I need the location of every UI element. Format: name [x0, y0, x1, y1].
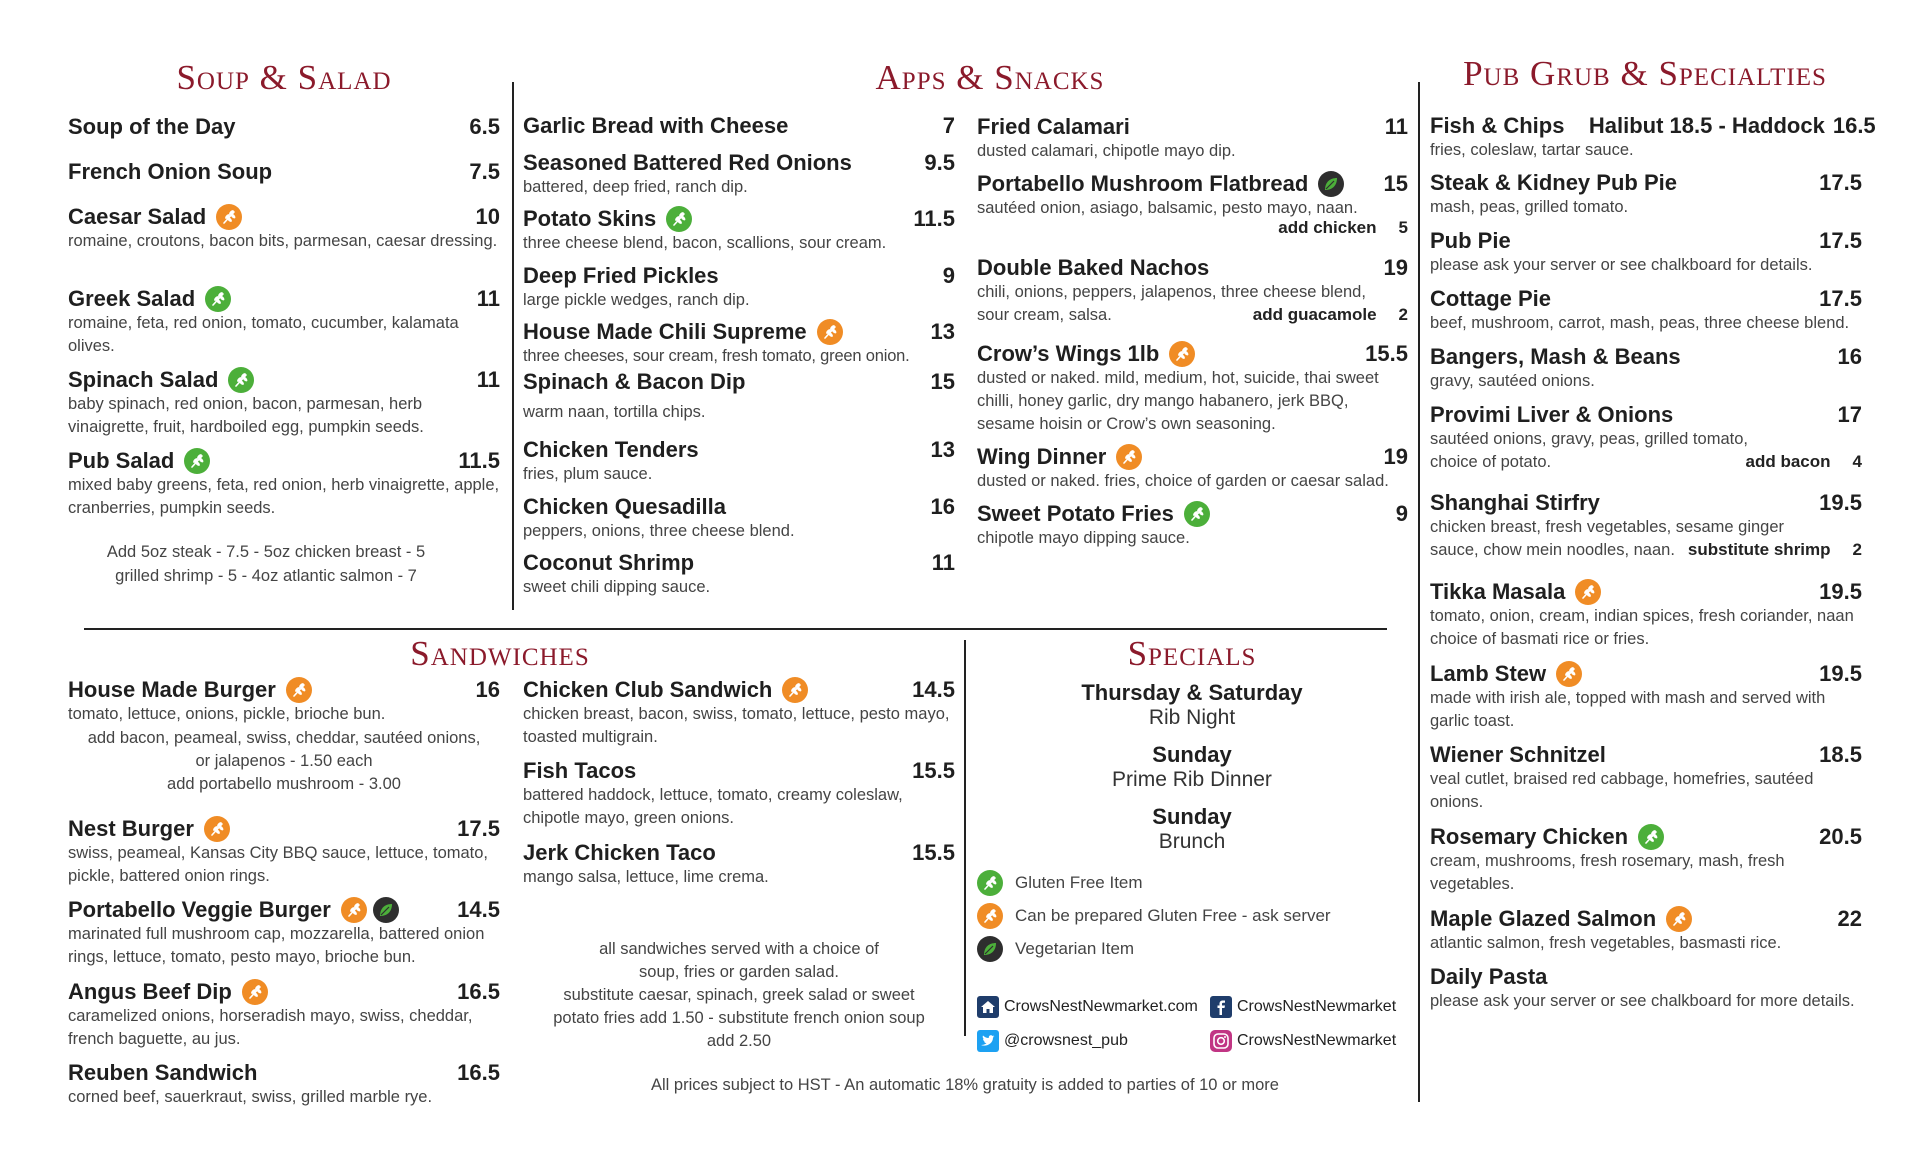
item-description: three cheeses, sour cream, fresh tomato, green onion.	[523, 347, 910, 365]
menu-item	[1430, 228, 1862, 286]
item-price: 14.5	[912, 677, 955, 702]
social-website[interactable]	[977, 996, 1198, 1018]
menu-item	[523, 758, 955, 840]
item-price: 11.5	[458, 448, 500, 473]
specials-list	[992, 680, 1392, 866]
item-description: chili, onions, peppers, jalapenos, three cheese blend, sour cream, salsa.	[977, 283, 1366, 324]
item-name: Reuben Sandwich	[68, 1060, 258, 1085]
menu-item	[523, 677, 955, 758]
menu-item	[68, 897, 500, 979]
addon-row	[1746, 452, 1862, 472]
menu-item	[977, 501, 1408, 558]
item-price: 9	[942, 263, 955, 288]
addon-label: add bacon	[1745, 452, 1831, 471]
gluten-free-icon	[205, 286, 231, 312]
note-line: all sandwiches served with a choice of soup, fries or garden salad.	[599, 940, 879, 981]
item-price: 11	[1384, 114, 1408, 139]
prepared-gluten-free-icon	[977, 903, 1003, 929]
menu-item	[1430, 113, 1876, 170]
addon-price: 2	[1852, 540, 1862, 559]
item-price: 19	[1383, 444, 1408, 469]
sandwich-sides-note	[523, 938, 955, 1053]
item-name: Chicken Club Sandwich	[523, 677, 773, 702]
item-price: 11	[931, 550, 955, 575]
menu-item	[977, 114, 1408, 171]
menu-item	[1430, 170, 1862, 228]
note-line: grilled shrimp - 5 - 4oz atlantic salmon - 7	[115, 567, 417, 585]
legend-prepared-gf	[977, 899, 1377, 932]
item-price: 15.5	[1365, 341, 1408, 366]
menu-item	[523, 494, 955, 550]
item-name: Caesar Salad	[68, 204, 207, 229]
item-description: dusted calamari, chipotle mayo dip.	[977, 142, 1236, 160]
item-price: 22	[1837, 906, 1862, 931]
item-price: 19	[1383, 255, 1408, 280]
footer-note: All prices subject to HST - An automatic 18% gratuity is added to parties of 10 or more	[651, 1076, 1279, 1094]
item-description: sautéed onion, asiago, balsamic, pesto mayo, naan.	[977, 199, 1358, 217]
note-line: substitute caesar, spinach, greek salad or sweet potato fries add 1.50 - substitute french onion soup add 2.50	[553, 986, 925, 1050]
item-name: Fish & Chips Halibut 18.5 - Haddock	[1430, 113, 1825, 138]
item-name: Spinach Salad	[68, 367, 219, 392]
menu-item	[977, 171, 1408, 255]
soup-salad-column	[68, 114, 500, 588]
item-description: please ask your server or see chalkboard for details.	[1430, 256, 1813, 274]
special-name: Rib Night	[1148, 706, 1236, 729]
special-day: Thursday & Saturday	[1081, 680, 1303, 705]
menu-item	[1430, 824, 1862, 906]
addon-row	[977, 218, 1408, 238]
item-price: 17.5	[1819, 286, 1862, 311]
item-description: cream, mushrooms, fresh rosemary, mash, fresh vegetables.	[1430, 852, 1785, 893]
item-price: 15.5	[912, 758, 955, 783]
item-name: Provimi Liver & Onions	[1430, 402, 1674, 427]
menu-item	[68, 1060, 500, 1116]
apps-right-column	[977, 114, 1408, 558]
item-name: Seasoned Battered Red Onions	[523, 150, 852, 175]
item-description: marinated full mushroom cap, mozzarella, battered onion rings, lettuce, tomato, pesto mayo, brioche bun.	[68, 925, 485, 966]
menu-item	[68, 204, 500, 286]
prepared-gluten-free-icon	[1556, 661, 1582, 687]
special-item	[992, 804, 1392, 866]
item-description: mash, peas, grilled tomato.	[1430, 198, 1629, 216]
prepared-gluten-free-icon	[341, 897, 367, 923]
social-facebook[interactable]	[1210, 996, 1396, 1018]
twitter-icon	[977, 1030, 999, 1052]
prepared-gluten-free-icon	[782, 677, 808, 703]
menu-item	[1430, 286, 1862, 344]
prepared-gluten-free-icon	[1575, 579, 1601, 605]
prepared-gluten-free-icon	[216, 204, 242, 230]
facebook-icon	[1210, 996, 1232, 1018]
item-description: atlantic salmon, fresh vegetables, basmasti rice.	[1430, 934, 1782, 952]
menu-item	[977, 341, 1408, 444]
item-name: Pub Pie	[1430, 228, 1511, 253]
item-name: Chicken Tenders	[523, 437, 699, 462]
item-description: three cheese blend, bacon, scallions, sour cream.	[523, 234, 887, 252]
item-name: Fish Tacos	[523, 758, 637, 783]
item-name: Deep Fried Pickles	[523, 263, 719, 288]
menu-item	[68, 367, 500, 448]
menu-item	[68, 816, 500, 897]
item-name: Portabello Veggie Burger	[68, 897, 331, 922]
item-name: Angus Beef Dip	[68, 979, 232, 1004]
vegetarian-icon	[373, 897, 399, 923]
menu-item	[68, 286, 500, 367]
legend-label: Can be prepared Gluten Free - ask server	[1015, 905, 1331, 925]
sandwiches-right-column	[523, 677, 955, 1053]
social-instagram[interactable]	[1210, 1030, 1396, 1052]
item-description: large pickle wedges, ranch dip.	[523, 291, 750, 309]
prepared-gluten-free-icon	[1169, 341, 1195, 367]
item-description: gravy, sautéed onions.	[1430, 372, 1595, 390]
divider-horizontal	[84, 628, 1387, 630]
instagram-icon	[1210, 1030, 1232, 1052]
menu-item	[1430, 906, 1862, 964]
item-name: Lamb Stew	[1430, 661, 1547, 686]
divider-soup-apps	[512, 82, 514, 610]
menu-item	[523, 150, 955, 206]
item-description: chicken breast, bacon, swiss, tomato, lettuce, pesto mayo, toasted multigrain.	[523, 705, 950, 746]
item-description: mango salsa, lettuce, lime crema.	[523, 868, 769, 886]
addon-price: 2	[1398, 305, 1408, 324]
special-day: Sunday	[1152, 742, 1232, 767]
menu-item	[1430, 402, 1862, 490]
item-description: romaine, croutons, bacon bits, parmesan, caesar dressing.	[68, 232, 498, 250]
item-description: fries, coleslaw, tartar sauce.	[1430, 141, 1634, 159]
item-price: 15	[1383, 171, 1408, 196]
item-price: 11	[476, 286, 500, 311]
item-name: Bangers, Mash & Beans	[1430, 344, 1681, 369]
note-line: add bacon, peameal, swiss, cheddar, sautéed onions,	[87, 729, 481, 747]
item-description: veal cutlet, braised red cabbage, homefries, sautéed onions.	[1430, 770, 1814, 811]
item-name: Nest Burger	[68, 816, 194, 841]
item-name: Portabello Mushroom Flatbread	[977, 171, 1309, 196]
note-line: add portabello mushroom - 3.00	[167, 775, 401, 793]
item-price: 16.5	[457, 1060, 500, 1085]
pub-grub-title: Pub Grub & Specialties	[1463, 54, 1827, 93]
instagram-link[interactable]: CrowsNestNewmarket	[1237, 1032, 1397, 1049]
divider-apps-pub	[1418, 82, 1420, 1102]
item-description: sweet chili dipping sauce.	[523, 578, 711, 596]
item-name: Rosemary Chicken	[1430, 824, 1629, 849]
item-name: Potato Skins	[523, 206, 657, 231]
menu-item	[523, 437, 955, 494]
item-name: French Onion Soup	[68, 159, 273, 184]
item-name: Shanghai Stirfry	[1430, 490, 1600, 515]
item-description: beef, mushroom, carrot, mash, peas, three cheese blend.	[1430, 314, 1850, 332]
item-description: peppers, onions, three cheese blend.	[523, 522, 795, 540]
item-description: romaine, feta, red onion, tomato, cucumber, kalamata olives.	[68, 314, 459, 355]
item-price: 17.5	[457, 816, 500, 841]
item-name: Steak & Kidney Pub Pie	[1430, 170, 1677, 195]
addon-price: 4	[1852, 452, 1862, 471]
item-description: tomato, lettuce, onions, pickle, brioche bun.	[68, 705, 386, 723]
prepared-gluten-free-icon	[242, 979, 268, 1005]
menu-item	[68, 448, 500, 540]
soup-salad-title: Soup & Salad	[176, 58, 392, 97]
prepared-gluten-free-icon	[286, 677, 312, 703]
item-description: sautéed onions, gravy, peas, grilled tomato, choice of potato.	[1430, 430, 1748, 471]
special-item	[992, 742, 1392, 804]
vegetarian-icon	[1318, 171, 1344, 197]
gluten-free-icon	[666, 206, 692, 232]
menu-item	[977, 444, 1408, 501]
item-price: 14.5	[457, 897, 500, 922]
pub-grub-column	[1430, 113, 1876, 1044]
apps-left-column	[523, 113, 955, 606]
social-twitter[interactable]	[977, 1030, 1128, 1052]
item-description: tomato, onion, cream, indian spices, fresh coriander, naan choice of basmati rice or fries.	[1430, 607, 1854, 648]
special-item	[992, 680, 1392, 742]
special-name: Prime Rib Dinner	[1112, 768, 1272, 791]
item-price: 6.5	[469, 114, 500, 139]
prepared-gluten-free-icon	[1666, 906, 1692, 932]
item-name: Spinach & Bacon Dip	[523, 369, 746, 394]
menu-item	[523, 840, 955, 938]
item-name: House Made Chili Supreme	[523, 319, 807, 344]
prepared-gluten-free-icon	[817, 319, 843, 345]
addon-label: substitute shrimp	[1687, 540, 1831, 559]
home-icon	[977, 996, 999, 1018]
gluten-free-icon	[1184, 501, 1210, 527]
item-name: Pub Salad	[68, 448, 175, 473]
item-description: baby spinach, red onion, bacon, parmesan, herb vinaigrette, fruit, hardboiled egg, pumpkin seeds.	[68, 395, 424, 436]
specials-title: Specials	[1127, 634, 1257, 673]
item-price: 7	[942, 113, 955, 138]
item-price: 9.5	[924, 150, 955, 175]
menu-item	[68, 159, 500, 204]
legend-label: Vegetarian Item	[1015, 938, 1135, 958]
item-name: Chicken Quesadilla	[523, 494, 726, 519]
item-price: 9	[1395, 501, 1408, 526]
item-name: Sweet Potato Fries	[977, 501, 1174, 526]
item-price: 15.5	[912, 840, 955, 865]
item-name: House Made Burger	[68, 677, 276, 702]
menu-item	[1430, 344, 1862, 402]
prepared-gluten-free-icon	[204, 816, 230, 842]
item-name: Cottage Pie	[1430, 286, 1552, 311]
apps-snacks-title: Apps & Snacks	[875, 58, 1105, 97]
item-description: warm naan, tortilla chips.	[523, 403, 706, 421]
addon-price: 5	[1398, 218, 1408, 237]
item-description: chipotle mayo dipping sauce.	[977, 529, 1190, 547]
item-name: Jerk Chicken Taco	[523, 840, 716, 865]
item-name: Garlic Bread with Cheese	[523, 113, 789, 138]
menu-item	[977, 255, 1408, 341]
item-price: 11.5	[913, 206, 955, 231]
addon-label: add guacamole	[1252, 305, 1377, 324]
item-description: dusted or naked. mild, medium, hot, suicide, thai sweet chilli, honey garlic, dry mango habanero, jerk BBQ, sesame hoisin or Crow’s own seasoning.	[977, 369, 1379, 433]
item-price: 16	[930, 494, 955, 519]
gluten-free-icon	[977, 870, 1003, 896]
item-price: 17.5	[1819, 228, 1862, 253]
addon-row	[1688, 540, 1862, 560]
item-name: Wing Dinner	[977, 444, 1107, 469]
item-price: 18.5	[1819, 742, 1862, 767]
item-price: 16	[475, 677, 500, 702]
menu-item	[523, 206, 955, 263]
item-price: 16.5	[1832, 113, 1876, 138]
gluten-free-icon	[228, 367, 254, 393]
note-line: or jalapenos - 1.50 each	[195, 752, 373, 770]
menu-item	[523, 113, 955, 150]
item-price: 16	[1837, 344, 1862, 369]
menu-item	[1430, 490, 1862, 579]
item-price: 17.5	[1819, 170, 1862, 195]
item-price: 13	[930, 437, 955, 462]
item-price: 13	[930, 319, 955, 344]
website-link[interactable]: CrowsNestNewmarket.com	[1004, 998, 1198, 1015]
item-name: Daily Pasta	[1430, 964, 1548, 989]
item-name: Tikka Masala	[1430, 579, 1566, 604]
item-price: 20.5	[1819, 824, 1862, 849]
item-description: mixed baby greens, feta, red onion, herb vinaigrette, apple, cranberries, pumpkin seeds.	[68, 476, 500, 517]
vegetarian-icon	[977, 936, 1003, 962]
menu-item	[68, 114, 500, 159]
menu-item	[68, 677, 500, 723]
item-description: caramelized onions, horseradish mayo, swiss, cheddar, french baguette, au jus.	[68, 1007, 473, 1048]
item-price: 7.5	[469, 159, 500, 184]
note-line: Add 5oz steak - 7.5 - 5oz chicken breast - 5	[106, 543, 426, 561]
item-name: Greek Salad	[68, 286, 196, 311]
burger-addons-note	[68, 723, 500, 816]
legend-gluten-free	[977, 866, 1377, 899]
twitter-link[interactable]: @crowsnest_pub	[1004, 1032, 1128, 1049]
legend-vegetarian	[977, 932, 1377, 965]
item-description: corned beef, sauerkraut, swiss, grilled marble rye.	[68, 1088, 433, 1106]
item-price: 19.5	[1819, 579, 1862, 604]
item-description: please ask your server or see chalkboard for more details.	[1430, 992, 1855, 1010]
facebook-link[interactable]: CrowsNestNewmarket	[1237, 998, 1397, 1015]
item-price: 11	[476, 367, 500, 392]
special-name: Brunch	[1158, 830, 1226, 853]
item-name: Crow’s Wings 1lb	[977, 341, 1160, 366]
menu-item	[1430, 964, 1862, 1044]
menu-item	[68, 979, 500, 1060]
item-name: Soup of the Day	[68, 114, 236, 139]
item-price: 19.5	[1819, 490, 1862, 515]
item-name: Fried Calamari	[977, 114, 1130, 139]
menu-item	[523, 263, 955, 319]
item-description: chicken breast, fresh vegetables, sesame ginger sauce, chow mein noodles, naan.	[1430, 518, 1785, 559]
menu-item	[523, 550, 955, 606]
item-description: battered, deep fried, ranch dip.	[523, 178, 748, 196]
menu-item	[523, 319, 955, 369]
item-price: 19.5	[1819, 661, 1862, 686]
item-description: made with irish ale, topped with mash and served with garlic toast.	[1430, 689, 1826, 730]
item-name: Double Baked Nachos	[977, 255, 1210, 280]
menu-item	[1430, 579, 1862, 661]
gluten-free-icon	[1638, 824, 1664, 850]
legend	[977, 866, 1377, 965]
item-description: fries, plum sauce.	[523, 465, 653, 483]
legend-label: Gluten Free Item	[1015, 872, 1143, 892]
addon-row	[1253, 305, 1408, 325]
divider-sandwich-specials	[964, 640, 966, 1036]
soup-salad-addons-note	[68, 540, 500, 588]
item-price: 17	[1837, 402, 1862, 427]
item-price: 15	[930, 369, 955, 394]
item-name: Coconut Shrimp	[523, 550, 695, 575]
item-price: 16.5	[457, 979, 500, 1004]
sandwiches-left-column	[68, 677, 500, 1116]
item-price: 10	[475, 204, 500, 229]
item-description: dusted or naked. fries, choice of garden or caesar salad.	[977, 472, 1389, 490]
item-name: Maple Glazed Salmon	[1430, 906, 1657, 931]
sandwiches-title: Sandwiches	[410, 634, 590, 673]
gluten-free-icon	[184, 448, 210, 474]
item-name: Wiener Schnitzel	[1430, 742, 1606, 767]
menu-item	[1430, 661, 1862, 742]
prepared-gluten-free-icon	[1116, 444, 1142, 470]
item-description: battered haddock, lettuce, tomato, creamy coleslaw, chipotle mayo, green onions.	[523, 786, 903, 827]
menu-item	[1430, 742, 1862, 824]
addon-label: add chicken	[1278, 218, 1377, 237]
menu-item	[523, 369, 955, 437]
special-day: Sunday	[1152, 804, 1232, 829]
item-description: swiss, peameal, Kansas City BBQ sauce, lettuce, tomato, pickle, battered onion rings.	[68, 844, 489, 885]
